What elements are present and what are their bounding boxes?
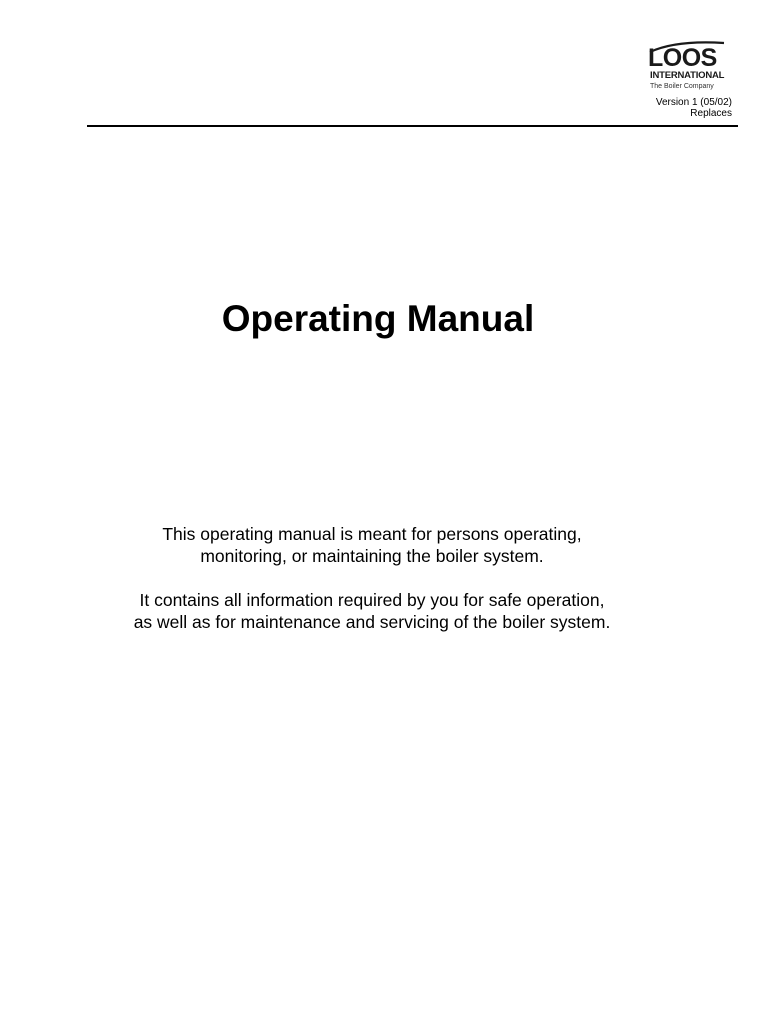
logo-subtitle: INTERNATIONAL xyxy=(650,70,725,81)
info-line-1: It contains all information required by you for safe operation, xyxy=(139,590,605,610)
replaces-label: Replaces xyxy=(690,108,732,119)
intro-paragraph xyxy=(0,523,768,567)
document-title: Operating Manual xyxy=(221,298,535,339)
intro-line-1: This operating manual is meant for persons operating, xyxy=(162,524,582,544)
company-logo xyxy=(646,40,736,94)
header-divider xyxy=(87,125,738,127)
version-label: Version 1 (05/02) xyxy=(655,97,732,108)
intro-line-2: monitoring, or maintaining the boiler system. xyxy=(200,546,544,566)
logo-tagline: The Boiler Company xyxy=(650,83,714,90)
info-paragraph xyxy=(0,589,768,633)
info-line-2: as well as for maintenance and servicing of the boiler system. xyxy=(133,612,611,632)
version-info xyxy=(656,97,732,119)
logo-wordmark: LOOS xyxy=(648,44,717,72)
